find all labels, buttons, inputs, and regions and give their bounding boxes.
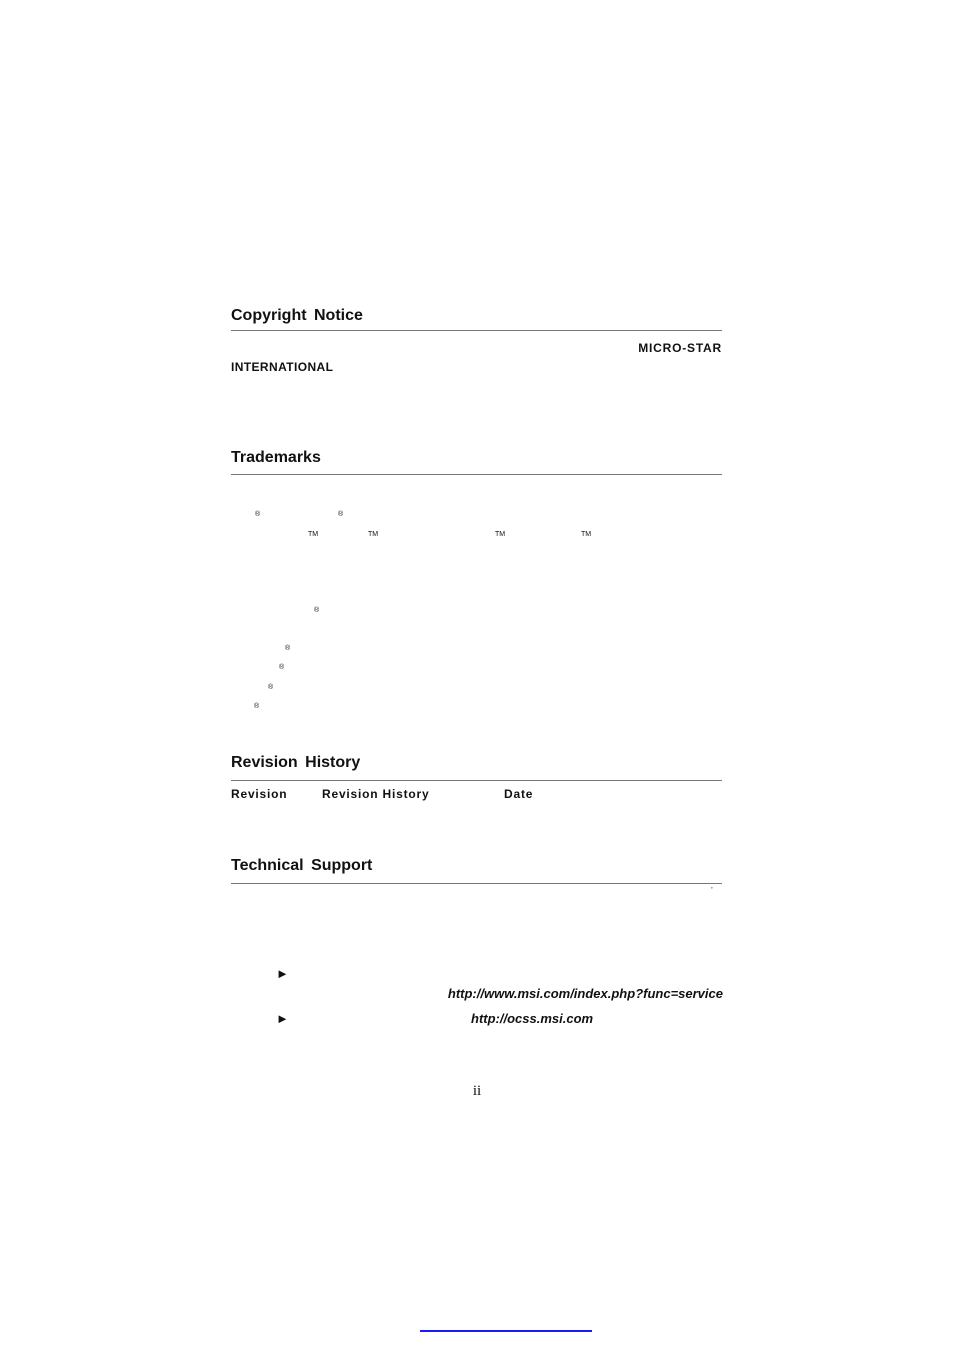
- revision-history-heading: Revision History: [231, 754, 361, 771]
- page-number: ii: [472, 1083, 482, 1099]
- company-name-line1: MICRO-STAR: [638, 341, 722, 355]
- trademarks-heading: Trademarks: [231, 449, 321, 466]
- registered-mark: ®: [255, 511, 261, 518]
- footer-link-underline[interactable]: [420, 1330, 592, 1332]
- msi-service-link[interactable]: http://www.msi.com/index.php?func=service: [447, 986, 723, 1001]
- registered-mark: ®: [268, 684, 274, 691]
- registered-mark: ®: [314, 607, 320, 614]
- bullet-arrow-icon: ►: [276, 1011, 289, 1026]
- copyright-divider: [231, 330, 722, 331]
- trademark-mark: TM: [368, 531, 379, 538]
- trademark-mark: TM: [581, 531, 592, 538]
- technical-support-divider: [231, 883, 722, 884]
- bullet-arrow-icon: ►: [276, 966, 289, 981]
- revision-history-divider: [231, 780, 722, 781]
- column-header-revision: Revision: [231, 787, 288, 801]
- ocss-link[interactable]: http://ocss.msi.com: [471, 1011, 594, 1026]
- trademark-mark: TM: [495, 531, 506, 538]
- registered-mark: ®: [285, 645, 291, 652]
- stray-mark: ’: [711, 886, 713, 895]
- registered-mark: ®: [279, 664, 285, 671]
- technical-support-heading: Technical Support: [231, 857, 373, 874]
- column-header-revision-history: Revision History: [322, 787, 430, 801]
- copyright-heading: Copyright Notice: [231, 307, 363, 324]
- trademark-mark: TM: [308, 531, 319, 538]
- column-header-date: Date: [504, 787, 534, 801]
- registered-mark: ®: [254, 703, 260, 710]
- company-name-line2: INTERNATIONAL: [231, 360, 334, 374]
- registered-mark: ®: [338, 511, 344, 518]
- trademarks-divider: [231, 474, 722, 475]
